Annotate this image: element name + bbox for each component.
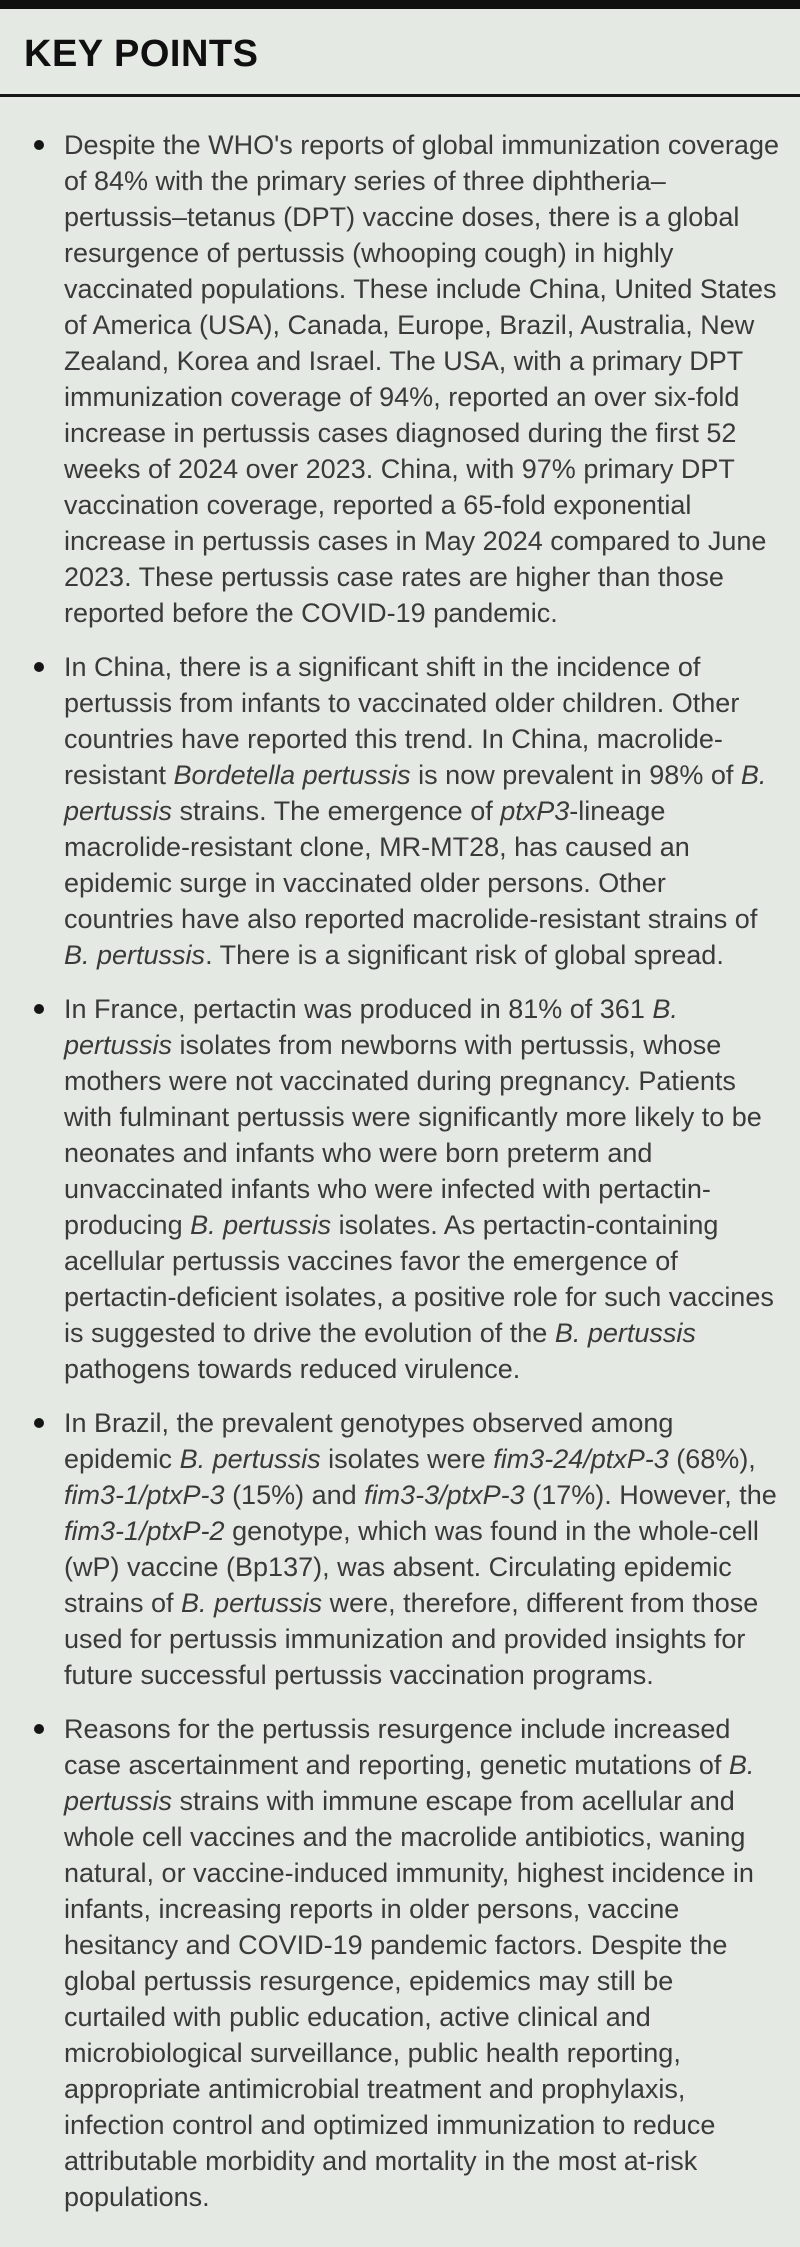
key-point-item <box>26 1711 780 2215</box>
key-point-item <box>26 1405 780 1693</box>
title-underline-rule <box>0 94 800 97</box>
bullet-icon <box>34 1004 44 1014</box>
key-points-list <box>0 127 800 2215</box>
key-point-item <box>26 649 780 973</box>
top-border-rule <box>0 0 800 9</box>
bullet-icon <box>34 1418 44 1428</box>
key-point-text: In Brazil, the prevalent genotypes observed among epidemic B. pertussis isolates were fim3-24/ptxP-3 (68%), fim3-1/ptxP-3 (15%) and fim3-3/ptxP-3 (17%). However, the fim3-1/ptxP-2 genotype, which was found in the whole-cell (wP) vaccine (Bp137), was absent. Circulating epidemic strains of B. pertussis were, therefore, different from those used for pertussis immunization and provided insights for future successful pertussis vaccination programs. <box>64 1408 777 1690</box>
key-point-item <box>26 991 780 1387</box>
key-point-text: Reasons for the pertussis resurgence include increased case ascertainment and reporting, genetic mutations of B. pertussis strains with immune escape from acellular and whole cell vaccines and the macrolide antibiotics, waning natural, or vaccine-induced immunity, highest incidence in infants, increasing reports in older persons, vaccine hesitancy and COVID-19 pandemic factors. Despite the global pertussis resurgence, epidemics may still be curtailed with public education, active clinical and microbiological surveillance, public health reporting, appropriate antimicrobial treatment and prophylaxis, infection control and optimized immunization to reduce attributable morbidity and mortality in the most at-risk populations. <box>64 1714 755 2212</box>
key-point-text: Despite the WHO's reports of global immunization coverage of 84% with the primary series of three diphtheria–pertussis–tetanus (DPT) vaccine doses, there is a global resurgence of pertussis (whooping cough) in highly vaccinated populations. These include China, United States of America (USA), Canada, Europe, Brazil, Australia, New Zealand, Korea and Israel. The USA, with a primary DPT immunization coverage of 94%, reported an over six-fold increase in pertussis cases diagnosed during the first 52 weeks of 2024 over 2023. China, with 97% primary DPT vaccination coverage, reported a 65-fold exponential increase in pertussis cases in May 2024 compared to June 2023. These pertussis case rates are higher than those reported before the COVID-19 pandemic. <box>64 130 779 628</box>
bullet-icon <box>34 140 44 150</box>
key-point-item <box>26 127 780 631</box>
bullet-icon <box>34 662 44 672</box>
bullet-icon <box>34 1724 44 1734</box>
key-point-text: In France, pertactin was produced in 81% of 361 B. pertussis isolates from newborns with pertussis, whose mothers were not vaccinated during pregnancy. Patients with fulminant pertussis were significantly more likely to be neonates and infants who were born preterm and unvaccinated infants who were infected with pertactin-producing B. pertussis isolates. As pertactin-containing acellular pertussis vaccines favor the emergence of pertactin-deficient isolates, a positive role for such vaccines is suggested to drive the evolution of the B. pertussis pathogens towards reduced virulence. <box>64 994 774 1384</box>
panel-title: KEY POINTS <box>24 33 259 75</box>
key-point-text: In China, there is a significant shift in the incidence of pertussis from infants to vaccinated older children. Other countries have reported this trend. In China, macrolide-resistant Bordetella pertussis is now prevalent in 98% of B. pertussis strains. The emergence of ptxP3-lineage macrolide-resistant clone, MR-MT28, has caused an epidemic surge in vaccinated older persons. Other countries have also reported macrolide-resistant strains of B. pertussis. There is a significant risk of global spread. <box>64 652 767 970</box>
